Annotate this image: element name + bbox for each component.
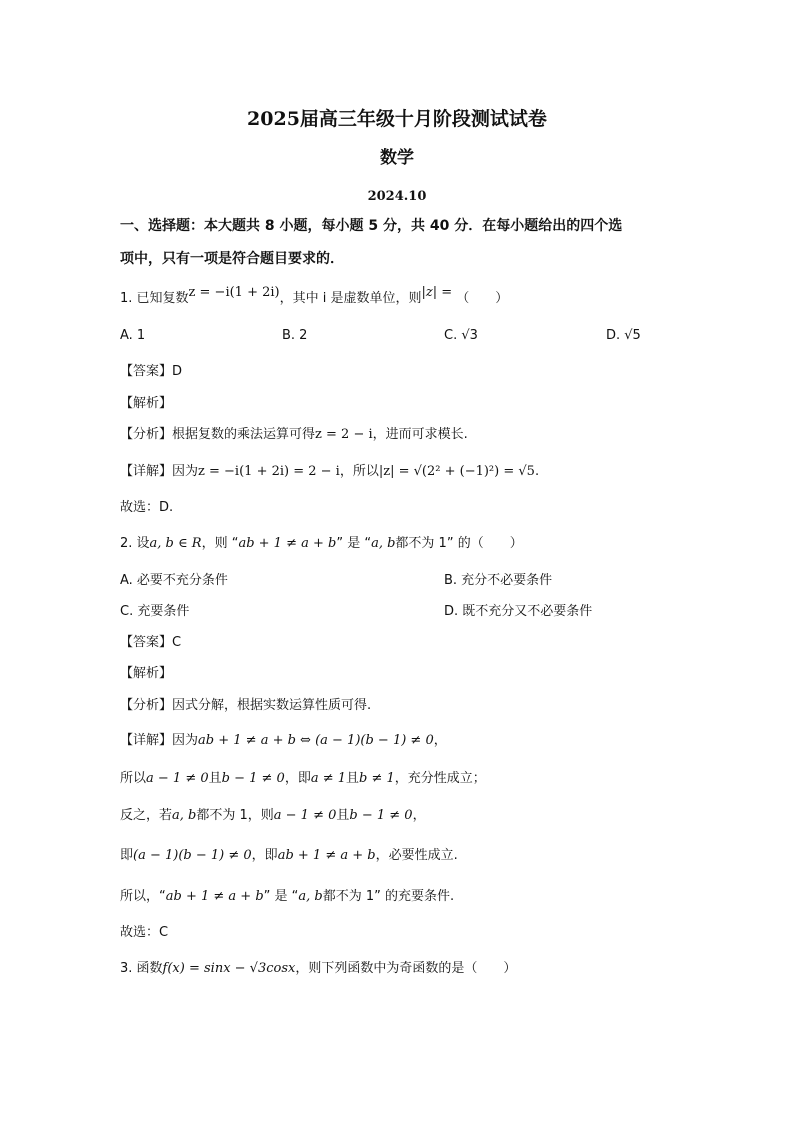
q1-option-a: A. 1 bbox=[120, 328, 146, 343]
q1-detail-formula1: z = −i(1 + 2i) = 2 − i bbox=[198, 464, 340, 479]
q2-stem-d: 都不为 1” 的（ ） bbox=[395, 536, 523, 551]
q2-l3-c: ，必要性成立. bbox=[375, 848, 458, 863]
q2-l1-f4: b ≠ 1 bbox=[359, 771, 395, 786]
q1-bracket: （ ） bbox=[456, 291, 509, 306]
q2-detail-tag: 【详解】 bbox=[120, 733, 173, 748]
q2-l2-b: 都不为 1，则 bbox=[196, 808, 274, 823]
q1-analysis-formula: z = 2 − i bbox=[315, 427, 373, 442]
q2-choice: 故选：C bbox=[120, 925, 169, 940]
section-heading-line2: 项中，只有一项是符合题目要求的． bbox=[120, 251, 344, 267]
q2-stem-a: 2. 设 bbox=[120, 536, 150, 551]
q2-l2-f3: b − 1 ≠ 0 bbox=[349, 808, 413, 823]
q1-detail-text: 因为 bbox=[172, 464, 199, 479]
q2-l2-f1: a, b bbox=[172, 808, 197, 823]
q1-analysis-text: 根据复数的乘法运算可得 bbox=[172, 427, 316, 442]
q1-detail bbox=[120, 463, 539, 481]
q2-stem bbox=[120, 535, 523, 553]
q2-jiexi: 【解析】 bbox=[120, 666, 173, 681]
q2-l1-b: 且 bbox=[208, 771, 222, 786]
exam-date: 2024.10 bbox=[367, 189, 427, 204]
q1-formula: z = −i(1 + 2i) bbox=[188, 285, 280, 300]
q2-option-a: A. 必要不充分条件 bbox=[120, 573, 228, 588]
q1-detail-end: . bbox=[534, 464, 540, 479]
q2-detail-formula: ab + 1 ≠ a + b ⇔ (a − 1)(b − 1) ≠ 0 bbox=[198, 733, 434, 748]
q2-l4-f1: ab + 1 ≠ a + b bbox=[165, 889, 264, 904]
q2-l3-f2: ab + 1 ≠ a + b bbox=[277, 848, 376, 863]
q1-analysis-tag: 【分析】 bbox=[120, 427, 173, 442]
q3-stem-b: ，则下列函数中为奇函数的是（ ） bbox=[295, 961, 517, 976]
q2-detail-end: ， bbox=[433, 733, 447, 748]
q2-line3 bbox=[120, 847, 458, 865]
q2-option-c: C. 充要条件 bbox=[120, 604, 190, 619]
q2-l1-d: 且 bbox=[346, 771, 360, 786]
q2-l1-f3: a ≠ 1 bbox=[310, 771, 347, 786]
q2-analysis: 【分析】因式分解，根据实数运算性质可得. bbox=[120, 698, 372, 713]
exam-subject: 数学 bbox=[380, 148, 414, 168]
q2-answer: 【答案】C bbox=[120, 635, 182, 650]
q2-stem-f3: a, b bbox=[371, 536, 396, 551]
q2-l2-d: ， bbox=[412, 808, 426, 823]
q2-l1-f2: b − 1 ≠ 0 bbox=[221, 771, 285, 786]
q1-middle: ，其中 i 是虚数单位，则 bbox=[279, 291, 422, 306]
q1-option-b: B. 2 bbox=[282, 328, 308, 343]
q2-l2-f2: a − 1 ≠ 0 bbox=[273, 808, 337, 823]
q2-option-d: D. 既不充分又不必要条件 bbox=[444, 604, 593, 619]
q2-detail bbox=[120, 732, 447, 750]
q1-detail-tag: 【详解】 bbox=[120, 464, 173, 479]
q2-l3-f1: (a − 1)(b − 1) ≠ 0 bbox=[133, 848, 252, 863]
q2-stem-f1: a, b ∈ R bbox=[149, 536, 202, 551]
q1-absz: |z| = bbox=[421, 285, 453, 300]
q2-l3-b: ，即 bbox=[251, 848, 278, 863]
q1-option-c: C. √3 bbox=[444, 328, 478, 343]
q2-l4-a: 所以，“ bbox=[120, 889, 166, 904]
q2-stem-f2: ab + 1 ≠ a + b bbox=[238, 536, 337, 551]
q2-stem-c: ” 是 “ bbox=[336, 536, 372, 551]
q1-answer: 【答案】D bbox=[120, 364, 183, 379]
q2-line1 bbox=[120, 770, 486, 788]
q2-option-b: B. 充分不必要条件 bbox=[444, 573, 553, 588]
q3-stem-a: 3. 函数 bbox=[120, 961, 163, 976]
q2-line4 bbox=[120, 888, 454, 906]
q2-l3-a: 即 bbox=[120, 848, 134, 863]
q1-jiexi: 【解析】 bbox=[120, 396, 173, 411]
q3-stem bbox=[120, 960, 516, 978]
q2-l1-e: ，充分性成立； bbox=[394, 771, 486, 786]
q1-detail-formula2: |z| = √(2² + (−1)²) = √5 bbox=[378, 464, 535, 479]
q2-stem-b: ，则 “ bbox=[201, 536, 239, 551]
q1-prefix: 1. 已知复数 bbox=[120, 291, 189, 306]
q2-l2-a: 反之，若 bbox=[120, 808, 173, 823]
q1-analysis bbox=[120, 426, 468, 444]
q2-l4-f2: a, b bbox=[298, 889, 323, 904]
q1-analysis-text-end: ，进而可求模长. bbox=[372, 427, 468, 442]
q2-l2-c: 且 bbox=[336, 808, 350, 823]
q2-l1-c: ，即 bbox=[284, 771, 311, 786]
q1-stem bbox=[120, 285, 509, 308]
q1-detail-text2: ，所以 bbox=[339, 464, 379, 479]
q2-detail-text: 因为 bbox=[172, 733, 199, 748]
q2-l4-b: ” 是 “ bbox=[263, 889, 299, 904]
q1-option-d: D. √5 bbox=[606, 328, 641, 343]
section-heading-line1: 一、选择题：本大题共 8 小题，每小题 5 分，共 40 分．在每小题给出的四个选 bbox=[120, 218, 623, 234]
q3-stem-formula: f(x) = sinx − √3cosx bbox=[162, 961, 296, 976]
q2-l1-a: 所以 bbox=[120, 771, 147, 786]
q2-l1-f1: a − 1 ≠ 0 bbox=[146, 771, 209, 786]
q2-line2 bbox=[120, 807, 426, 825]
exam-title: 2025届高三年级十月阶段测试试卷 bbox=[247, 108, 547, 130]
q1-choice: 故选：D. bbox=[120, 500, 174, 515]
q2-l4-c: 都不为 1” 的充要条件. bbox=[322, 889, 455, 904]
